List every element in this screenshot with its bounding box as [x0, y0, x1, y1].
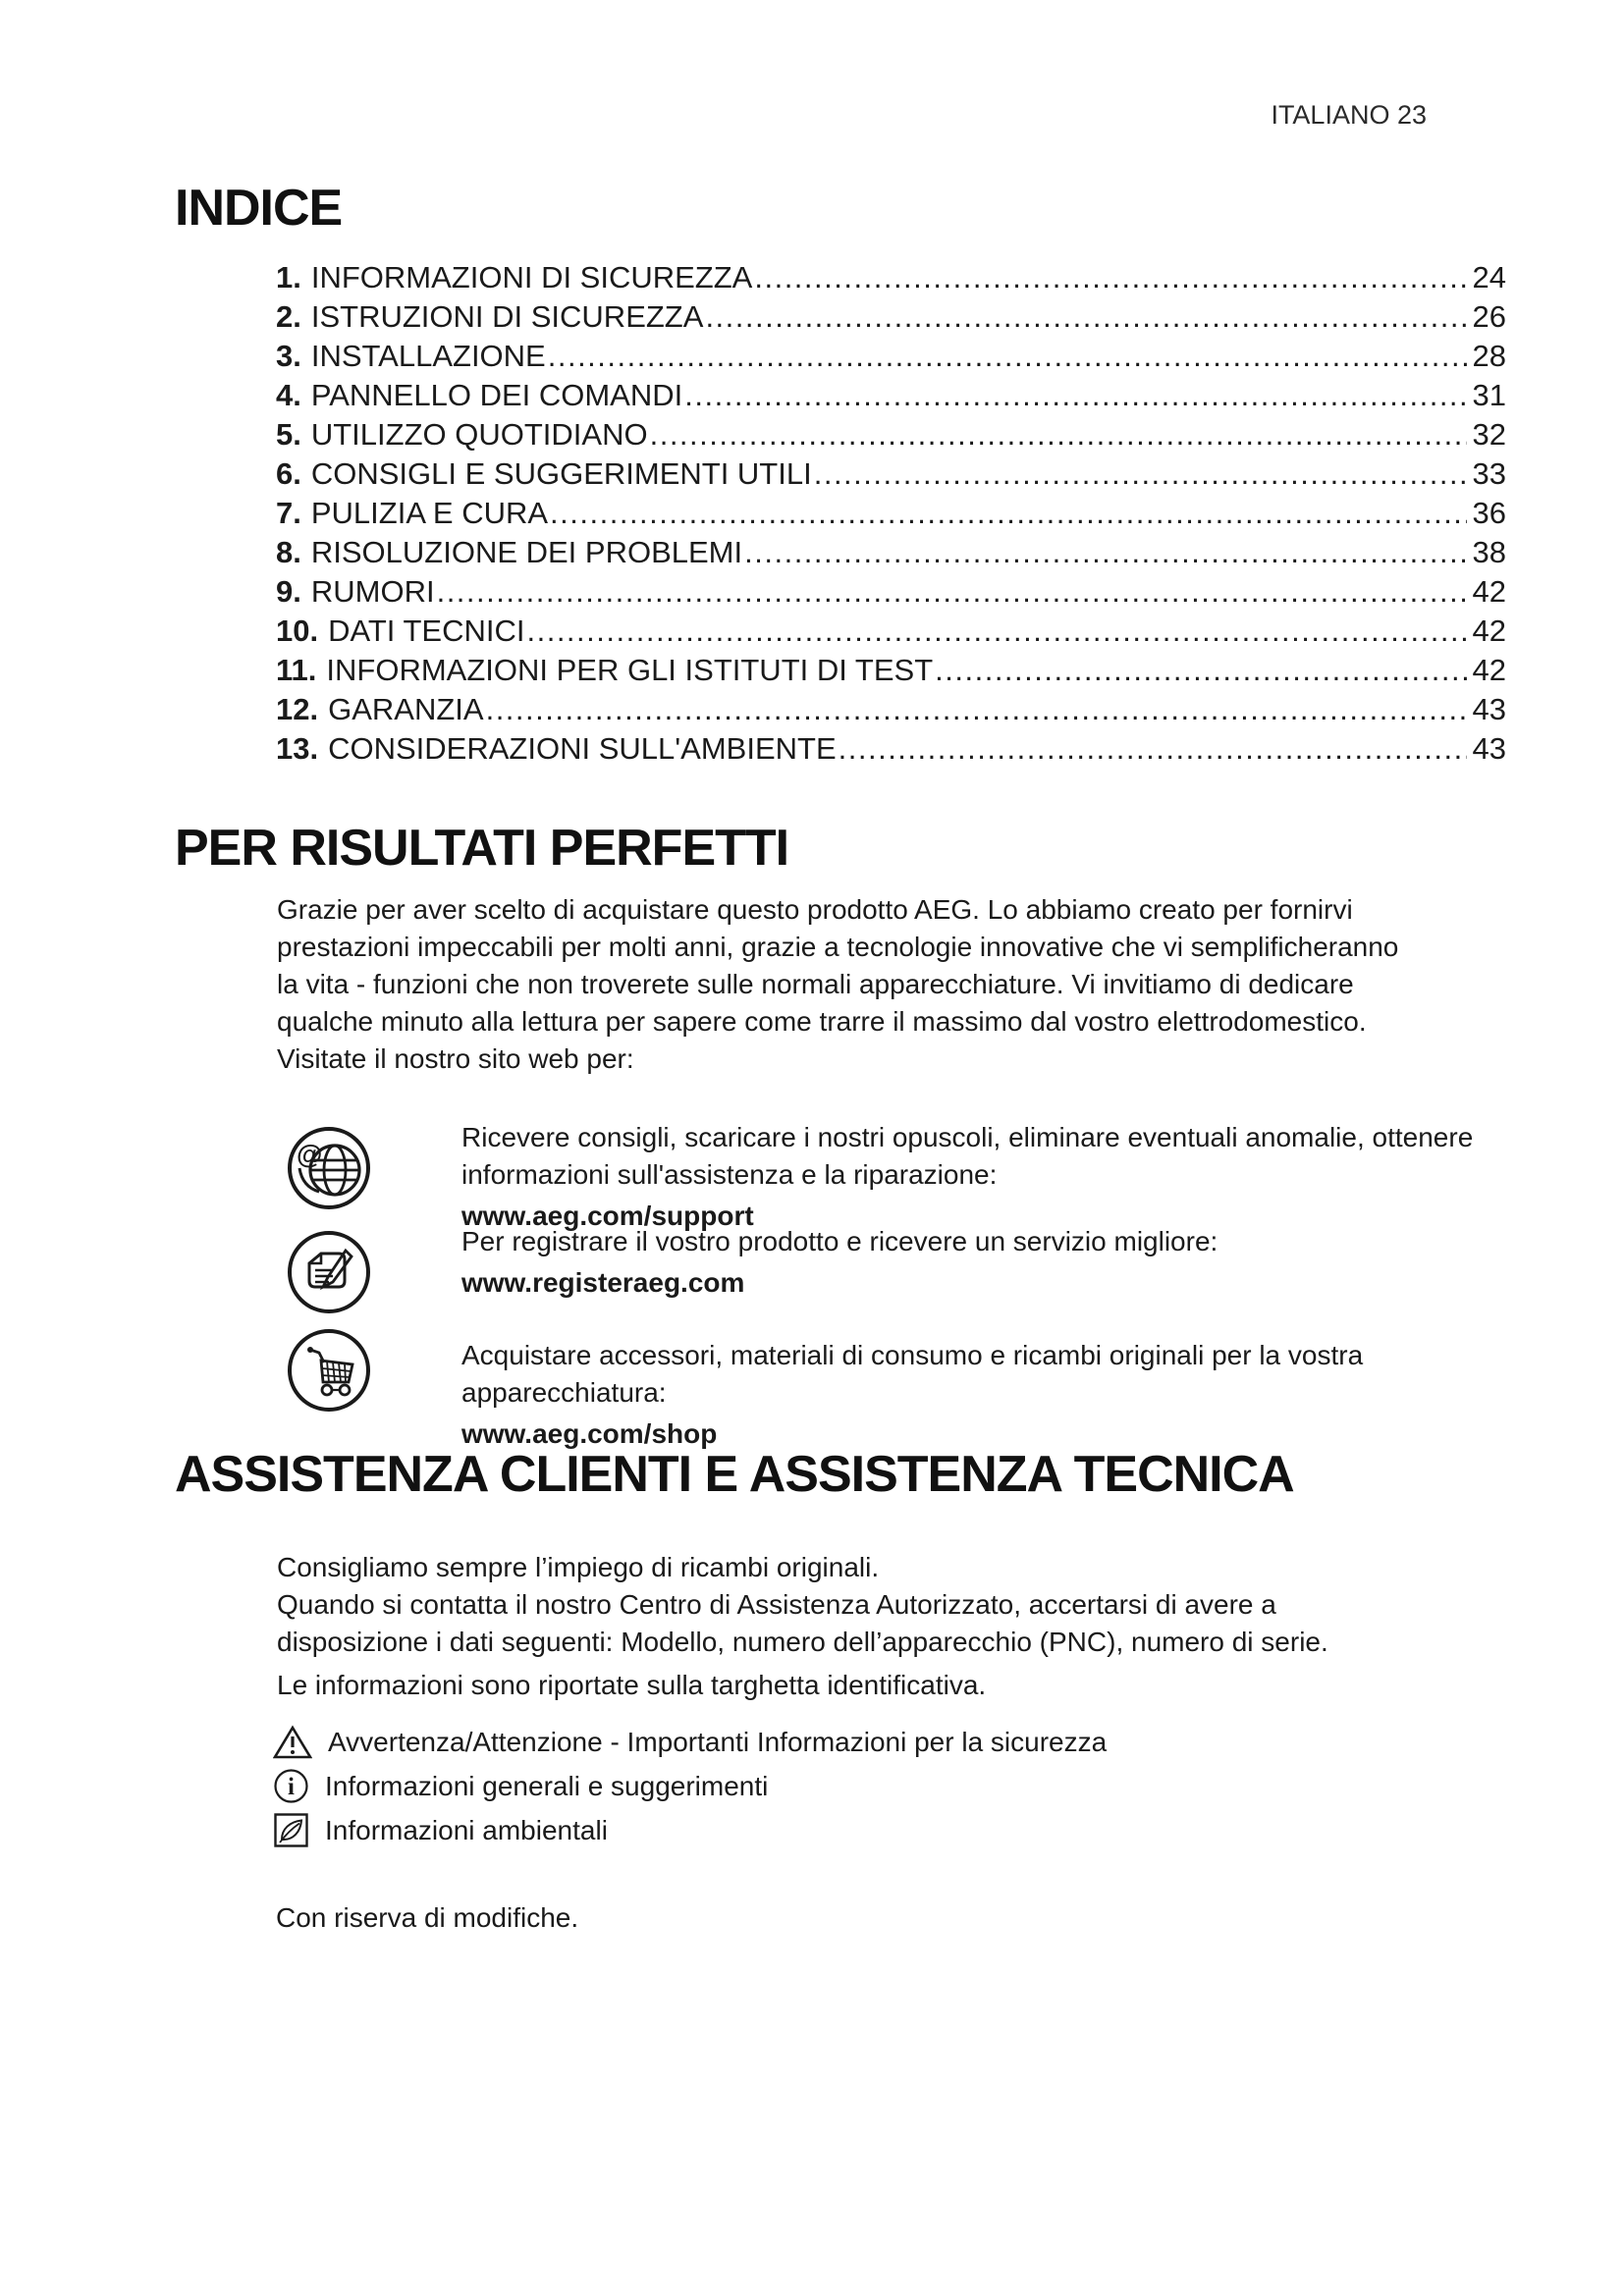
- care-line-contact: Quando si contatta il nostro Centro di Assistenza Autorizzato, accertarsi di avere a disposizione i dati seguenti: Modello, numero dell’apparecchio (PNC), numero di serie.: [277, 1589, 1328, 1657]
- toc-item-page: 42: [1472, 574, 1506, 609]
- toc-item-title: INFORMAZIONI DI SICUREZZA: [310, 260, 753, 294]
- toc-item-page: 43: [1472, 731, 1506, 766]
- toc-item: [276, 297, 1506, 337]
- toc-leader-dots: [550, 494, 1466, 533]
- toc-item-number: 2.: [276, 299, 301, 334]
- weblink-text-column: [461, 1327, 1522, 1453]
- toc-item-title: INSTALLAZIONE: [310, 339, 546, 373]
- toc-item: [276, 612, 1506, 651]
- care-line-originals: Consigliamo sempre l’impiego di ricambi originali.: [277, 1552, 880, 1582]
- toc-item-number: 10.: [276, 614, 319, 648]
- toc-item-title: PANNELLO DEI COMANDI: [310, 378, 683, 412]
- toc-item: [276, 415, 1506, 454]
- toc-item-number: 3.: [276, 339, 301, 373]
- weblink-url: www.aeg.com/shop: [461, 1418, 718, 1449]
- toc-leader-dots: [754, 258, 1466, 297]
- weblink-description: Acquistare accessori, materiali di consumo e ricambi originali per la vostra apparecchiatura:: [461, 1340, 1364, 1408]
- toc-item-number: 7.: [276, 496, 301, 530]
- intro-paragraph: Grazie per aver scelto di acquistare questo prodotto AEG. Lo abbiamo creato per fornirvi prestazioni impeccabili per molti anni, grazie a tecnologie innovative che vi semplificheranno la vita - funzioni che non troverete sulle normali apparecchiature. Vi invitiamo di dedicare qualche minuto alla lettura per sapere come trarre il massimo dal vostro elettrodomestico.: [277, 894, 1399, 1037]
- weblink-row-shop: [286, 1327, 1522, 1453]
- symbol-legend: [273, 1724, 1451, 1856]
- page-number-label: ITALIANO 23: [1271, 100, 1427, 130]
- svg-text:i: i: [288, 1774, 295, 1800]
- toc-item-page: 42: [1472, 614, 1506, 648]
- weblink-description: Ricevere consigli, scaricare i nostri opuscoli, eliminare eventuali anomalie, ottenere informazioni sull'assistenza e la riparazione:: [461, 1122, 1474, 1190]
- toc-leader-dots: [650, 415, 1467, 454]
- toc-leader-dots: [744, 533, 1466, 572]
- toc-item: [276, 258, 1506, 297]
- toc-item: [276, 533, 1506, 572]
- toc-item-title: DATI TECNICI: [328, 614, 525, 648]
- warning-triangle-icon: [273, 1724, 312, 1760]
- weblink-text-column: [461, 1223, 1522, 1302]
- toc-item-title: UTILIZZO QUOTIDIANO: [310, 417, 648, 452]
- toc-item-title: CONSIDERAZIONI SULL'AMBIENTE: [328, 731, 837, 766]
- weblink-row-register: [286, 1223, 1522, 1315]
- toc-item-number: 1.: [276, 260, 301, 294]
- toc-item-number: 4.: [276, 378, 301, 412]
- toc-item: [276, 494, 1506, 533]
- toc-item-title: PULIZIA E CURA: [310, 496, 549, 530]
- section-title-perfect-results: PER RISULTATI PERFETTI: [175, 820, 789, 877]
- toc-item-number: 9.: [276, 574, 301, 609]
- table-of-contents: [276, 258, 1506, 769]
- section-title-customer-care: ASSISTENZA CLIENTI E ASSISTENZA TECNICA: [175, 1446, 1294, 1503]
- legend-text: Avvertenza/Attenzione - Importanti Informazioni per la sicurezza: [328, 1727, 1108, 1757]
- toc-item-title: ISTRUZIONI DI SICUREZZA: [310, 299, 704, 334]
- toc-item-number: 8.: [276, 535, 301, 569]
- toc-item-title: CONSIGLI E SUGGERIMENTI UTILI: [310, 456, 812, 491]
- toc-leader-dots: [839, 729, 1467, 769]
- toc-leader-dots: [684, 376, 1466, 415]
- toc-item-page: 24: [1472, 260, 1506, 294]
- toc-item-page: 36: [1472, 496, 1506, 530]
- eco-leaf-icon: [273, 1812, 309, 1848]
- legend-row-info: [273, 1768, 1451, 1804]
- toc-item-page: 28: [1472, 339, 1506, 373]
- intro-block: [277, 891, 1406, 1078]
- shopping-cart-icon: [286, 1327, 372, 1414]
- toc-title: INDICE: [175, 180, 343, 237]
- toc-item-title: RISOLUZIONE DEI PROBLEMI: [310, 535, 743, 569]
- legend-row-eco: [273, 1812, 1451, 1848]
- toc-item: [276, 651, 1506, 690]
- toc-leader-dots: [486, 690, 1467, 729]
- legend-text: Informazioni ambientali: [325, 1815, 608, 1845]
- weblink-url: www.aeg.com/support: [461, 1201, 754, 1231]
- globe-at-icon: [286, 1125, 372, 1211]
- toc-item-title: GARANZIA: [328, 692, 484, 726]
- toc-item-number: 5.: [276, 417, 301, 452]
- toc-item-title: RUMORI: [310, 574, 435, 609]
- weblink-description: Per registrare il vostro prodotto e ricevere un servizio migliore:: [461, 1226, 1218, 1256]
- toc-item: [276, 454, 1506, 494]
- toc-item: [276, 690, 1506, 729]
- svg-text:@: @: [297, 1140, 323, 1169]
- weblink-text-column: [461, 1119, 1522, 1235]
- toc-item-page: 38: [1472, 535, 1506, 569]
- toc-item-number: 13.: [276, 731, 319, 766]
- toc-item-number: 12.: [276, 692, 319, 726]
- info-circle-icon: [273, 1768, 309, 1804]
- toc-item-page: 32: [1472, 417, 1506, 452]
- legend-row-warning: [273, 1724, 1451, 1760]
- weblink-url: www.registeraeg.com: [461, 1267, 745, 1298]
- legend-text: Informazioni generali e suggerimenti: [325, 1771, 769, 1801]
- toc-item-page: 33: [1472, 456, 1506, 491]
- toc-leader-dots: [705, 297, 1466, 337]
- toc-leader-dots: [814, 454, 1467, 494]
- toc-item-page: 31: [1472, 378, 1506, 412]
- toc-item-number: 6.: [276, 456, 301, 491]
- toc-item-page: 26: [1472, 299, 1506, 334]
- register-document-icon: [286, 1229, 372, 1315]
- toc-item-number: 11.: [276, 653, 317, 687]
- toc-item-page: 42: [1472, 653, 1506, 687]
- toc-item: [276, 572, 1506, 612]
- toc-item: [276, 729, 1506, 769]
- toc-leader-dots: [437, 572, 1467, 612]
- customer-care-text: [277, 1549, 1401, 1704]
- footer-note: Con riserva di modifiche.: [276, 1902, 579, 1933]
- toc-leader-dots: [935, 651, 1466, 690]
- care-line-rating-plate: Le informazioni sono riportate sulla targhetta identificativa.: [277, 1670, 987, 1700]
- toc-leader-dots: [548, 337, 1467, 376]
- weblink-row-support: [286, 1119, 1522, 1235]
- visit-website-line: Visitate il nostro sito web per:: [277, 1043, 634, 1074]
- toc-leader-dots: [526, 612, 1466, 651]
- toc-item-page: 43: [1472, 692, 1506, 726]
- toc-item: [276, 337, 1506, 376]
- toc-item: [276, 376, 1506, 415]
- toc-item-title: INFORMAZIONI PER GLI ISTITUTI DI TEST: [326, 653, 934, 687]
